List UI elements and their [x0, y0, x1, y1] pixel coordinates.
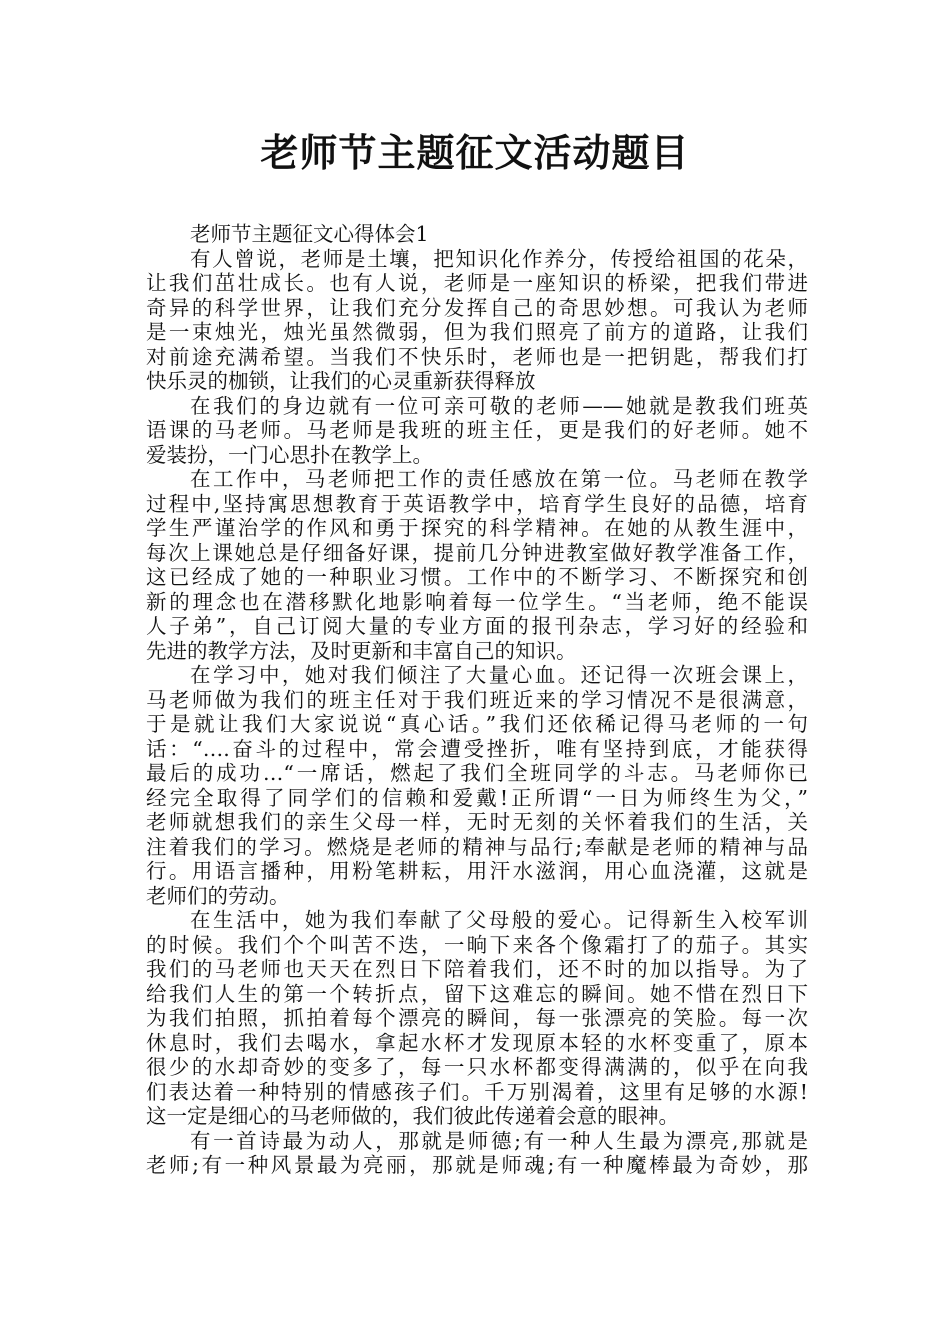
- text-line: 每次上课她总是仔细备好课，提前几分钟进教室做好教学准备工作，: [146, 540, 808, 565]
- text-line: 老师们的劳动。: [146, 883, 290, 908]
- text-line: 很少的水却奇妙的变多了，每一只水杯都变得满满的，似乎在向我: [146, 1055, 808, 1079]
- text-line: 语课的马老师。马老师是我班的班主任，更是我们的好老师。她不: [146, 418, 808, 442]
- text-line: 的时候。我们个个叫苦不迭，一晌下来各个像霜打了的茄子。其实: [146, 932, 808, 957]
- text-line: 为我们拍照，抓拍着每个漂亮的瞬间，每一张漂亮的笑脸。每一次: [146, 1006, 808, 1030]
- document-title: 老师节主题征文活动题目: [260, 131, 690, 175]
- text-line: 对前途充满希望。当我们不快乐时，老师也是一把钥匙，帮我们打: [146, 344, 808, 369]
- text-line: 先进的教学方法，及时更新和丰富自己的知识。: [146, 638, 577, 663]
- text-line: 话：“….奋斗的过程中，常会遭受挫折，唯有坚持到底，才能获得: [146, 736, 808, 761]
- text-line: 在生活中，她为我们奉献了父母般的爱心。记得新生入校军训: [190, 908, 808, 932]
- text-line: 经完全取得了同学们的信赖和爱戴!正所谓“一日为师终生为父，”: [146, 785, 808, 810]
- text-line: 学生严谨治学的作风和勇于探究的科学精神。在她的从教生涯中，: [146, 516, 808, 540]
- text-line: 老师;有一种风景最为亮丽，那就是师魂;有一种魔棒最为奇妙，那: [146, 1153, 808, 1177]
- text-line: 最后的成功…“一席话，燃起了我们全班同学的斗志。马老师你已: [146, 761, 808, 785]
- text-line: 注着我们的学习。燃烧是老师的精神与品行;奉献是老师的精神与品: [146, 834, 808, 859]
- text-line: 这已经成了她的一种职业习惯。工作中的不断学习、不断探究和创: [146, 565, 808, 589]
- text-line: 给我们人生的第一个转折点，留下这难忘的瞬间。她不惜在烈日下: [146, 981, 808, 1006]
- text-line: 在学习中，她对我们倾注了大量心血。还记得一次班会课上，: [190, 663, 808, 687]
- text-line: 老师节主题征文心得体会1: [190, 222, 429, 246]
- text-line: 有一首诗最为动人，那就是师德;有一种人生最为漂亮,那就是: [190, 1128, 808, 1153]
- document-body: [146, 222, 808, 1178]
- paragraph: [146, 222, 808, 247]
- text-line: 老师就想我们的亲生父母一样，无时无刻的关怀着我们的生活，关: [146, 810, 808, 834]
- paragraph: [146, 247, 808, 394]
- text-line: 们表达着一种特别的情感孩子们。千万别渴着，这里有足够的水源!: [146, 1079, 808, 1104]
- text-line: 行。用语言播种，用粉笔耕耘，用汗水滋润，用心血浇灌，这就是: [146, 859, 808, 883]
- paragraph: [146, 1129, 808, 1178]
- text-line: 人子弟”，自己订阅大量的专业方面的报刊杂志，学习好的经验和: [146, 614, 808, 638]
- text-line: 过程中,坚持寓思想教育于英语教学中，培育学生良好的品德，培育: [146, 491, 808, 516]
- text-line: 有人曾说，老师是土壤，把知识化作养分，传授给祖国的花朵，: [190, 246, 808, 271]
- text-line: 新的理念也在潜移默化地影响着每一位学生。“当老师，绝不能误: [146, 589, 808, 614]
- text-line: 在我们的身边就有一位可亲可敬的老师——她就是教我们班英: [190, 393, 808, 418]
- text-line: 马老师做为我们的班主任对于我们班近来的学习情况不是很满意，: [146, 687, 808, 712]
- text-line: 是一束烛光，烛光虽然微弱，但为我们照亮了前方的道路，让我们: [146, 320, 808, 344]
- text-line: 这一定是细心的马老师做的，我们彼此传递着会意的眼神。: [146, 1104, 679, 1128]
- text-line: 奇异的科学世界，让我们充分发挥自己的奇思妙想。可我认为老师: [146, 295, 808, 320]
- text-line: 休息时，我们去喝水，拿起水杯才发现原本轻的水杯变重了，原本: [146, 1030, 808, 1055]
- paragraph: [146, 467, 808, 663]
- text-line: 于是就让我们大家说说“真心话。”我们还依稀记得马老师的一句: [146, 712, 808, 736]
- paragraph: [146, 394, 808, 468]
- text-line: 让我们茁壮成长。也有人说，老师是一座知识的桥梁，把我们带进: [146, 271, 808, 295]
- paragraph: [146, 663, 808, 908]
- text-line: 在工作中，马老师把工作的责任感放在第一位。马老师在教学: [190, 467, 808, 491]
- paragraph: [146, 908, 808, 1129]
- text-line: 快乐灵的枷锁，让我们的心灵重新获得释放: [146, 369, 536, 393]
- text-line: 我们的马老师也天天在烈日下陪着我们，还不时的加以指导。为了: [146, 957, 808, 981]
- text-line: 爱装扮，一门心思扑在教学上。: [146, 442, 433, 467]
